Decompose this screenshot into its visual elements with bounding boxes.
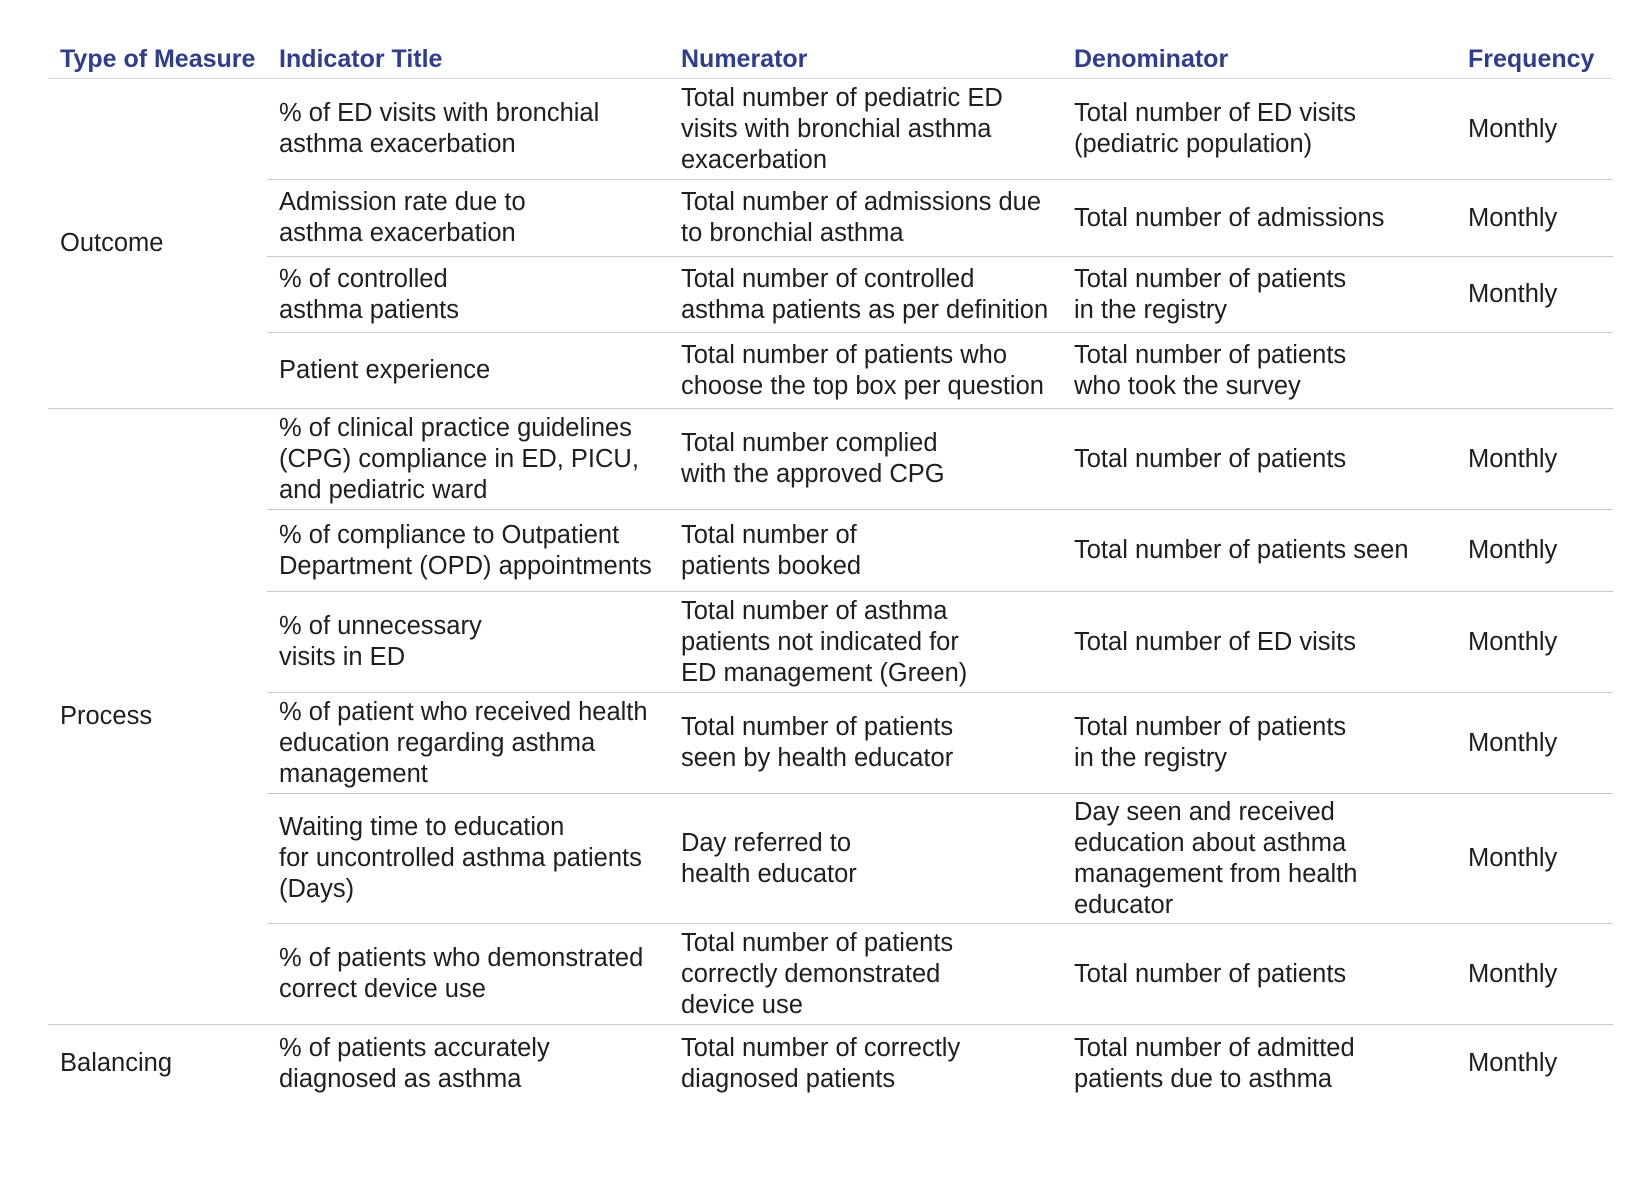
indicator-title: % of patients who demonstrated correct device use xyxy=(267,924,669,1025)
table-row xyxy=(48,693,1613,794)
frequency-cell: Monthly xyxy=(1456,510,1613,592)
table-header xyxy=(48,40,1613,79)
numerator-cell: Total number of correctly diagnosed patients xyxy=(669,1025,1062,1103)
denominator-cell: Total number of patients xyxy=(1062,924,1456,1025)
numerator-cell: Total number of patients booked xyxy=(669,510,1062,592)
denominator-cell: Day seen and received education about asthma management from health educator xyxy=(1062,794,1456,924)
group-balancing: Balancing xyxy=(48,1025,267,1103)
numerator-cell: Total number of admissions due to bronchial asthma xyxy=(669,180,1062,257)
denominator-cell: Total number of patients who took the survey xyxy=(1062,333,1456,409)
indicator-title: % of unnecessary visits in ED xyxy=(267,592,669,693)
header-frequency: Frequency xyxy=(1456,40,1613,79)
numerator-cell: Total number of patients seen by health educator xyxy=(669,693,1062,794)
group-process: Process xyxy=(48,409,267,1025)
frequency-cell: Monthly xyxy=(1456,409,1613,510)
table-row xyxy=(48,409,1613,510)
indicator-title: Waiting time to education for uncontrolled asthma patients (Days) xyxy=(267,794,669,924)
frequency-cell: Monthly xyxy=(1456,257,1613,333)
numerator-cell: Total number of asthma patients not indicated for ED management (Green) xyxy=(669,592,1062,693)
frequency-cell: Monthly xyxy=(1456,794,1613,924)
indicator-title: % of compliance to Outpatient Department (OPD) appointments xyxy=(267,510,669,592)
group-outcome: Outcome xyxy=(60,229,164,257)
frequency-cell: Monthly xyxy=(1456,592,1613,693)
numerator-cell: Total number complied with the approved CPG xyxy=(669,409,1062,510)
numerator-cell: Total number of patients correctly demonstrated device use xyxy=(669,924,1062,1025)
table-row xyxy=(48,794,1613,924)
frequency-cell: Monthly xyxy=(1456,693,1613,794)
header-numerator: Numerator xyxy=(669,40,1062,79)
denominator-cell: Total number of ED visits (pediatric population) xyxy=(1074,99,1357,158)
indicator-title: % of controlled asthma patients xyxy=(267,257,669,333)
header-type-of-measure: Type of Measure xyxy=(48,40,267,79)
header-row xyxy=(48,40,1613,79)
table-row xyxy=(48,257,1613,333)
frequency-cell: Monthly xyxy=(1456,1025,1613,1103)
indicator-title: % of patients accurately diagnosed as asthma xyxy=(267,1025,669,1103)
frequency-cell: Monthly xyxy=(1468,114,1558,143)
table-row xyxy=(48,180,1613,257)
denominator-cell: Total number of patients xyxy=(1062,409,1456,510)
denominator-cell: Total number of ED visits xyxy=(1062,592,1456,693)
table-row xyxy=(48,924,1613,1025)
frequency-cell xyxy=(1456,333,1613,409)
indicator-title: Admission rate due to asthma exacerbation xyxy=(267,180,669,257)
denominator-cell: Total number of admissions xyxy=(1062,180,1456,257)
table-body xyxy=(48,79,1613,1103)
denominator-cell: Total number of admitted patients due to asthma xyxy=(1062,1025,1456,1103)
indicator-table-container xyxy=(48,40,1613,1103)
denominator-cell: Total number of patients in the registry xyxy=(1062,257,1456,333)
table-row xyxy=(48,333,1613,409)
table-row xyxy=(48,1025,1613,1103)
header-indicator-title: Indicator Title xyxy=(267,40,669,79)
denominator-cell: Total number of patients seen xyxy=(1062,510,1456,592)
table-row xyxy=(48,79,1613,180)
denominator-cell: Total number of patients in the registry xyxy=(1062,693,1456,794)
table-row xyxy=(48,510,1613,592)
indicator-title: % of patient who received health education regarding asthma management xyxy=(267,693,669,794)
numerator-cell: Total number of pediatric ED visits with bronchial asthma exacerbation xyxy=(681,83,1003,174)
indicator-table xyxy=(48,40,1613,1103)
frequency-cell: Monthly xyxy=(1456,924,1613,1025)
indicator-title: % of clinical practice guidelines (CPG) compliance in ED, PICU, and pediatric ward xyxy=(267,409,669,510)
header-denominator: Denominator xyxy=(1062,40,1456,79)
indicator-title: Patient experience xyxy=(267,333,669,409)
table-row xyxy=(48,592,1613,693)
frequency-cell: Monthly xyxy=(1456,180,1613,257)
numerator-cell: Day referred to health educator xyxy=(669,794,1062,924)
numerator-cell: Total number of patients who choose the top box per question xyxy=(669,333,1062,409)
numerator-cell: Total number of controlled asthma patients as per definition xyxy=(669,257,1062,333)
indicator-title: % of ED visits with bronchial asthma exacerbation xyxy=(279,99,600,158)
